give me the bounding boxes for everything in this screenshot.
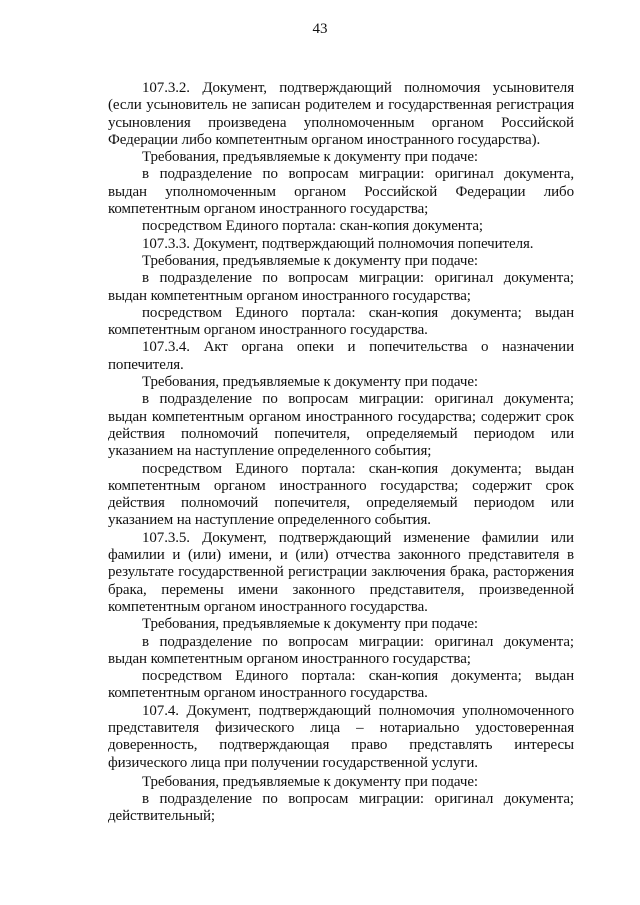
paragraph-unified-portal: посредством Единого портала: скан-копия документа; выдан компетентным органом иностранного государства. — [108, 304, 574, 339]
paragraph-migration-unit: в подразделение по вопросам миграции: оригинал документа; выдан компетентным органом иностранного государства; — [108, 270, 574, 304]
paragraph-migration-unit: в подразделение по вопросам миграции: оригинал документа; выдан компетентным органом иностранного государства; содержит срок действия полномочий попечителя, определяемый периодом или указанием на наступление определенного события; — [108, 391, 574, 460]
paragraph-migration-unit: в подразделение по вопросам миграции: оригинал документа, выдан уполномоченным органом Российской Федерации либо компетентным органом иностранного государства; — [108, 166, 574, 218]
paragraph-107-4: 107.4. Документ, подтверждающий полномочия уполномоченного представителя физического лица – нотариально удостоверенная доверенность, подтверждающая право представлять интересы физического лица при получении государственной услуги. — [108, 702, 574, 771]
document-body — [108, 80, 574, 826]
paragraph-107-3-4: 107.3.4. Акт органа опеки и попечительства о назначении попечителя. — [108, 339, 574, 373]
paragraph-unified-portal: посредством Единого портала: скан-копия документа; — [142, 218, 483, 235]
paragraph-requirements: Требования, предъявляемые к документу при подаче: — [142, 616, 478, 633]
paragraph-107-3-3: 107.3.3. Документ, подтверждающий полномочия попечителя. — [142, 235, 534, 252]
page-number: 43 — [312, 21, 328, 37]
paragraph-requirements: Требования, предъявляемые к документу при подаче: — [142, 374, 478, 391]
paragraph-requirements: Требования, предъявляемые к документу при подаче: — [142, 252, 478, 269]
paragraph-unified-portal: посредством Единого портала: скан-копия документа; выдан компетентным органом иностранного государства. — [108, 668, 574, 702]
paragraph-requirements: Требования, предъявляемые к документу при подаче: — [142, 149, 478, 166]
paragraph-migration-unit: в подразделение по вопросам миграции: оригинал документа; действительный; — [108, 791, 574, 825]
paragraph-migration-unit: в подразделение по вопросам миграции: оригинал документа; выдан компетентным органом иностранного государства; — [108, 633, 574, 667]
paragraph-requirements: Требования, предъявляемые к документу при подаче: — [142, 773, 478, 790]
paragraph-107-3-5: 107.3.5. Документ, подтверждающий изменение фамилии или фамилии и (или) имени, и (или) отчества законного представителя в результате государственной регистрации заключения брака, расторжения брака, перемены имени законного представителя, произведенной компетентным органом иностранного государства. — [108, 529, 574, 615]
paragraph-107-3-2: 107.3.2. Документ, подтверждающий полномочия усыновителя (если усыновитель не записан родителем и государственная регистрация усыновления произведена уполномоченным органом Российской Федерации либо компетентным органом иностранного государства). — [108, 80, 574, 148]
paragraph-unified-portal: посредством Единого портала: скан-копия документа; выдан компетентным органом иностранного государства; содержит срок действия полномочий попечителя, определяемый периодом или указанием на наступление определенного события. — [108, 460, 574, 529]
